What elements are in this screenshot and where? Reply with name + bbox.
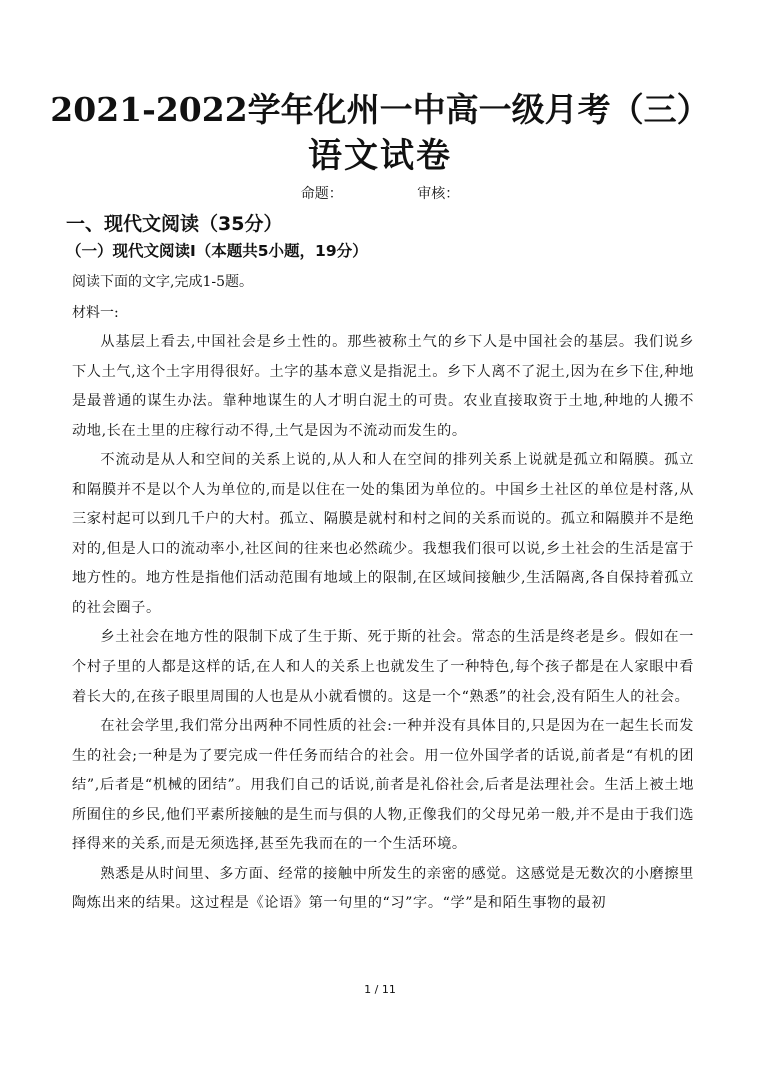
page-number: 1 / 11 [364, 983, 396, 996]
subsection-heading: （一）现代文阅读Ⅰ（本题共5小题，19分） [66, 242, 368, 260]
exam-title-line1: 2021-2022学年化州一中高一级月考（三） [50, 90, 710, 129]
reading-instruction: 阅读下面的文字,完成1-5题。 [72, 274, 253, 290]
exam-meta [0, 183, 760, 203]
passage-paragraph: 不流动是从人和空间的关系上说的,从人和人在空间的排列关系上说就是孤立和隔膜。孤立和隔膜并不是以个人为单位的,而是以住在一处的集团为单位的。中国乡土社区的单位是村落,从三家村起可以到几千户的大村。孤立、隔膜是就村和村之间的关系而说的。孤立和隔膜并不是绝对的,但是人口的流动率小,社区间的往来也必然疏少。我想我们很可以说,乡土社会的生活是富于地方性的。地方性是指他们活动范围有地域上的限制,在区域间接触少,生活隔离,各自保持着孤立的社会圈子。 [72, 452, 694, 616]
proposer-label: 命题： [300, 186, 343, 202]
reviewer-label: 审核： [417, 186, 460, 202]
exam-title-line2: 语文试卷 [308, 136, 452, 176]
reading-passage [72, 328, 694, 919]
section-heading: 一、现代文阅读（35分） [66, 213, 283, 235]
passage-paragraph: 乡土社会在地方性的限制下成了生于斯、死于斯的社会。常态的生活是终老是乡。假如在一个村子里的人都是这样的话,在人和人的关系上也就发生了一种特色,每个孩子都是在人家眼中看着长大的,在孩子眼里周围的人也是从小就看惯的。这是一个“熟悉”的社会,没有陌生人的社会。 [72, 629, 694, 705]
passage-paragraph: 从基层上看去,中国社会是乡土性的。那些被称土气的乡下人是中国社会的基层。我们说乡下人土气,这个土字用得很好。土字的基本意义是指泥土。乡下人离不了泥土,因为在乡下住,种地是最普通的谋生办法。靠种地谋生的人才明白泥土的可贵。农业直接取资于土地,种地的人搬不动地,长在土里的庄稼行动不得,土气是因为不流动而发生的。 [72, 334, 694, 439]
passage-paragraph: 在社会学里,我们常分出两种不同性质的社会:一种并没有具体目的,只是因为在一起生长而发生的社会;一种是为了要完成一件任务而结合的社会。用一位外国学者的话说,前者是“有机的团结”,后者是“机械的团结”。用我们自己的话说,前者是礼俗社会,后者是法理社会。生活上被土地所囿住的乡民,他们平素所接触的是生而与俱的人物,正像我们的父母兄弟一般,并不是由于我们选择得来的关系,而是无须选择,甚至先我而在的一个生活环境。 [72, 718, 694, 853]
material-label: 材料一: [72, 305, 119, 321]
passage-paragraph: 熟悉是从时间里、多方面、经常的接触中所发生的亲密的感觉。这感觉是无数次的小磨擦里陶炼出来的结果。这过程是《论语》第一句里的“习”字。“学”是和陌生事物的最初 [72, 865, 694, 912]
